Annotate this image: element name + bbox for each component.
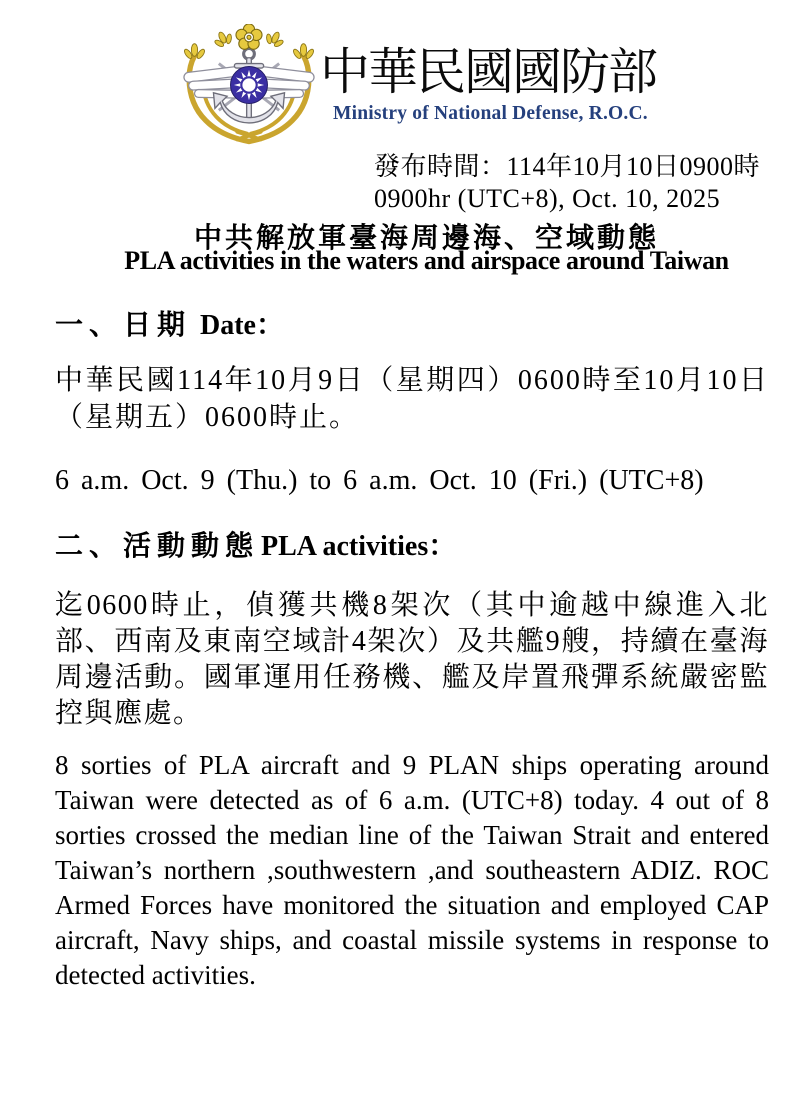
wreath-ribbon-icon [237,132,260,140]
doc-title-zh: 中共解放軍臺海周邊海、空域動態 [193,223,659,254]
section-date-heading-en: Date： [200,310,284,341]
section-date-heading [55,303,284,343]
release-time-block [374,151,760,215]
org-name-zh: 中華民國國防部 [320,44,656,100]
sun-icon [231,67,268,104]
section-date-heading-zh: 一、日期 [55,310,192,341]
section-activities-heading-en: PLA activities： [261,531,457,562]
mnd-emblem-icon [176,24,322,146]
doc-title-en: PLA activities in the waters and airspace around Taiwan [124,246,729,275]
plum-blossom-icon [236,24,262,49]
ministry-name-en: Ministry of National Defense, R.O.C. [333,103,648,124]
activities-body-en: 8 sorties of PLA aircraft and 9 PLAN ships operating around Taiwan were detected as of 6 a.m. (UTC+8) today. 4 out of 8 sorties crossed the median line of the Taiwan Strait and entered Taiwan’s northern ,southwestern ,and southeastern ADIZ. ROC Armed Forces have monitored the situation and employed CAP aircraft, Navy ships, and coastal missile systems in response to detected activities. [55,750,769,990]
activities-body-zh: 迄0600時止，偵獲共機8架次（其中逾越中線進入北部、西南及東南空域計4架次）及共艦9艘，持續在臺海周邊活動。國軍運用任務機、艦及岸置飛彈系統嚴密監控與應處。 [55,590,769,729]
section-activities-heading-zh: 二、活動動態 [55,531,260,562]
release-time-en: 0900hr (UTC+8), Oct. 10, 2025 [374,184,721,213]
section-activities-heading [55,524,456,564]
release-time-zh: 發布時間：114年10月10日0900時 [374,152,761,181]
date-body-en: 6 a.m. Oct. 9 (Thu.) to 6 a.m. Oct. 10 (Fri.) (UTC+8) [55,465,704,496]
date-body-zh: 中華民國114年10月9日（星期四）0600時至10月10日（星期五）0600時止。 [55,365,769,433]
